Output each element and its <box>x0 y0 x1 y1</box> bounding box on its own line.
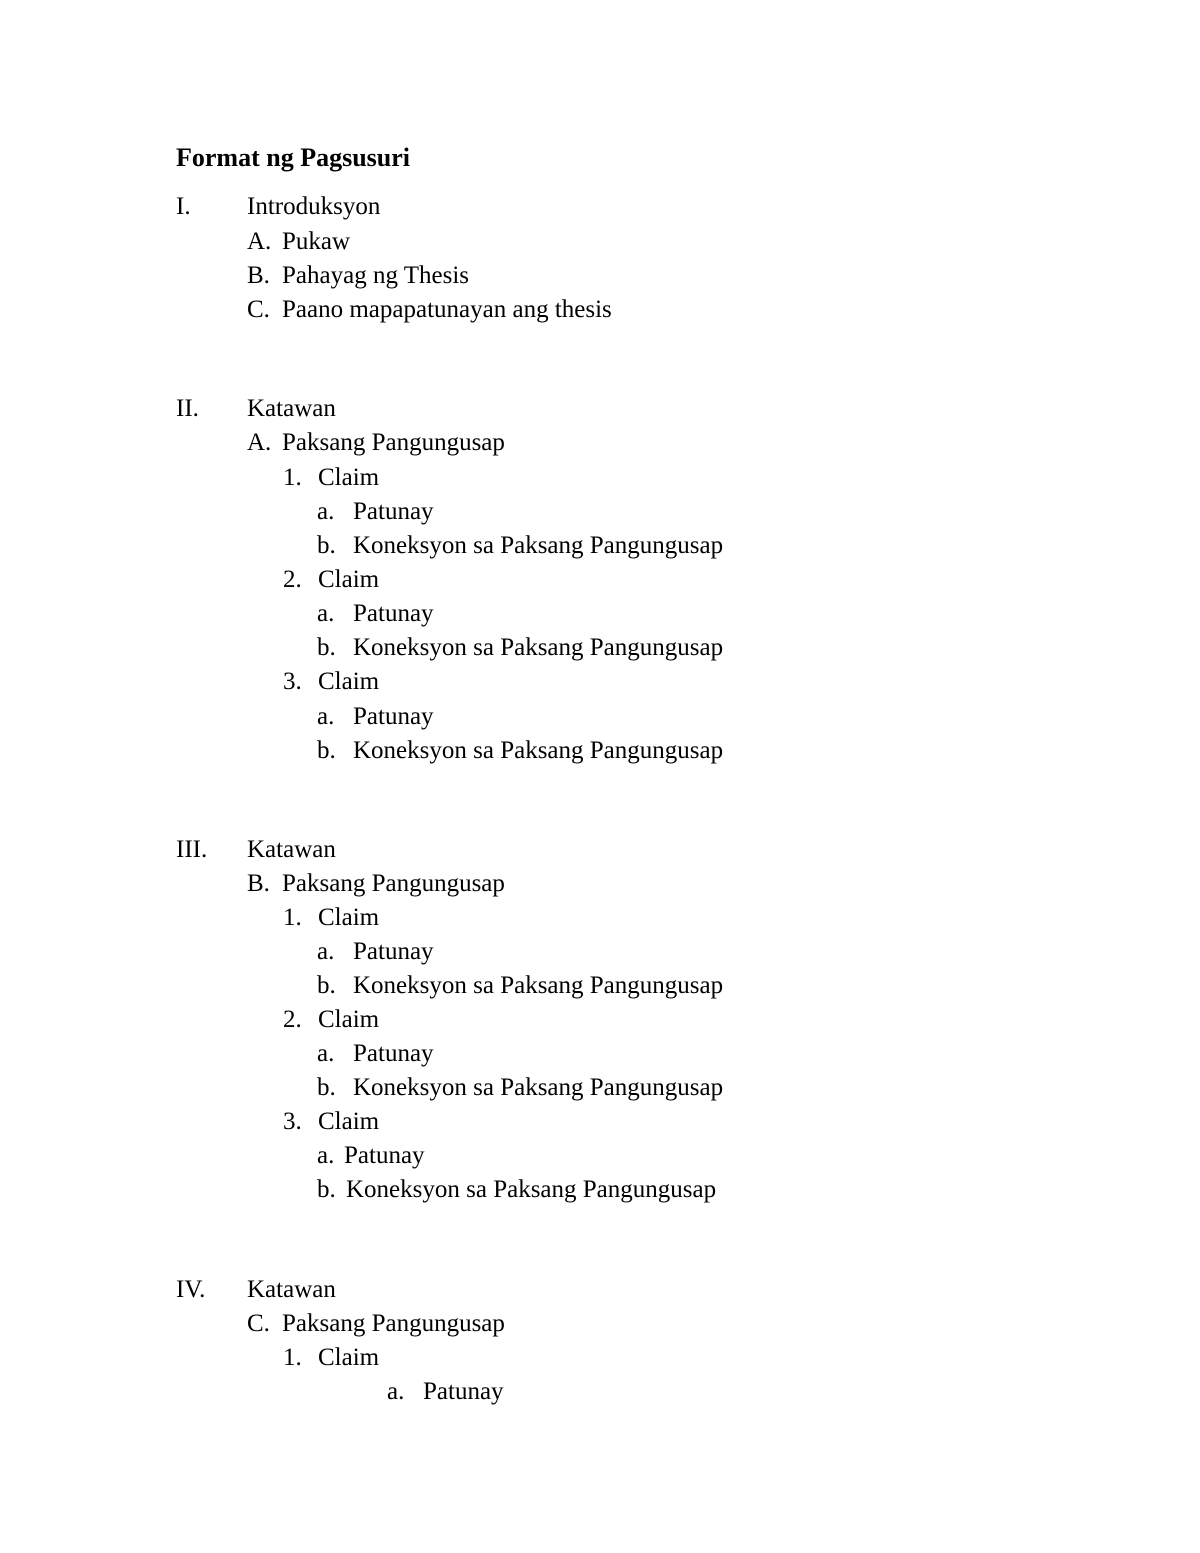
outline-marker: B. <box>247 262 270 289</box>
outline-marker: B. <box>247 870 270 897</box>
outline-text: Patunay <box>353 600 434 627</box>
outline-text: Katawan <box>247 395 336 422</box>
outline-marker: IV. <box>176 1276 206 1303</box>
outline-marker: a. <box>317 1040 335 1067</box>
outline-marker: A. <box>247 429 272 456</box>
outline-marker: 1. <box>283 904 302 931</box>
outline-text: Introduksyon <box>247 193 381 220</box>
outline-text: Claim <box>318 1108 380 1135</box>
outline-marker: a. <box>317 600 335 627</box>
outline-text: Koneksyon sa Paksang Pangungusap <box>353 532 724 559</box>
outline-text: Patunay <box>423 1378 504 1405</box>
outline-marker: a. <box>387 1378 405 1405</box>
outline-text: Claim <box>318 904 380 931</box>
outline-marker: 3. <box>283 668 302 695</box>
outline-text: Claim <box>318 464 380 491</box>
outline-text: Koneksyon sa Paksang Pangungusap <box>353 972 724 999</box>
outline-text: Claim <box>318 668 380 695</box>
outline-marker: b. <box>317 634 336 661</box>
outline-marker: b. <box>317 972 336 999</box>
outline-marker: 2. <box>283 566 302 593</box>
outline-text: Patunay <box>353 703 434 730</box>
outline-text: Pahayag ng Thesis <box>282 262 470 289</box>
outline-text: Paksang Pangungusap <box>282 870 505 897</box>
outline-marker: a. <box>317 938 335 965</box>
outline-marker: A. <box>247 228 272 255</box>
outline-marker: C. <box>247 296 270 323</box>
outline-marker: 1. <box>283 464 302 491</box>
outline-text: Claim <box>318 1344 380 1371</box>
outline-text: Pukaw <box>282 228 351 255</box>
outline-text: Paksang Pangungusap <box>282 429 505 456</box>
outline-text: Patunay <box>353 938 434 965</box>
outline-marker: b. <box>317 532 336 559</box>
outline-marker: a. <box>317 703 335 730</box>
outline-text: Katawan <box>247 1276 336 1303</box>
outline-text: Paano mapapatunayan ang thesis <box>282 296 612 323</box>
outline-marker: 2. <box>283 1006 302 1033</box>
outline-marker: b. <box>317 737 336 764</box>
outline-text: Koneksyon sa Paksang Pangungusap <box>353 1074 724 1101</box>
outline-text: Koneksyon sa Paksang Pangungusap <box>353 737 724 764</box>
outline-text: Patunay <box>353 498 434 525</box>
outline-marker: III. <box>176 836 208 863</box>
outline-marker: I. <box>176 193 191 220</box>
outline-text: Katawan <box>247 836 336 863</box>
outline-text: Patunay <box>344 1142 425 1169</box>
outline-marker: C. <box>247 1310 270 1337</box>
outline-marker: a. <box>317 1142 335 1169</box>
outline-text: Paksang Pangungusap <box>282 1310 505 1337</box>
outline-marker: II. <box>176 395 199 422</box>
document-title: Format ng Pagsusuri <box>176 143 410 172</box>
outline-text: Claim <box>318 566 380 593</box>
outline-marker: b. <box>317 1176 336 1203</box>
outline-marker: 3. <box>283 1108 302 1135</box>
outline-marker: b. <box>317 1074 336 1101</box>
outline-marker: 1. <box>283 1344 302 1371</box>
outline-text: Claim <box>318 1006 380 1033</box>
outline-marker: a. <box>317 498 335 525</box>
outline-text: Koneksyon sa Paksang Pangungusap <box>346 1176 717 1203</box>
outline-text: Patunay <box>353 1040 434 1067</box>
outline-text: Koneksyon sa Paksang Pangungusap <box>353 634 724 661</box>
